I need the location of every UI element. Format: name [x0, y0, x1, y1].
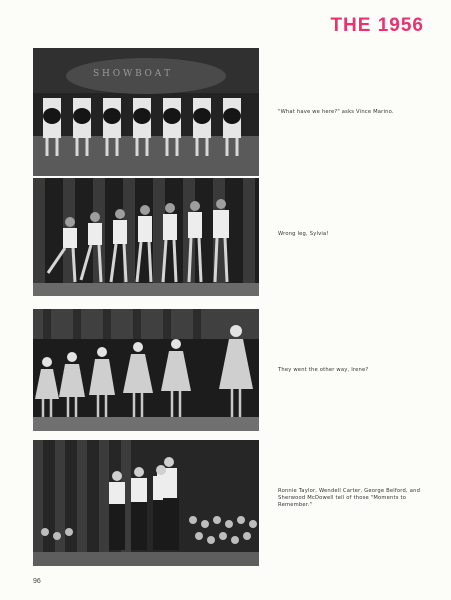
photo-dancers-stage: [33, 309, 259, 431]
photo-quartet-singers: [33, 440, 259, 566]
photo-chorus-line-stage: [33, 48, 259, 176]
photo-caption-2: Wrong leg, Sylvia!: [278, 231, 329, 237]
photo-kickline: [33, 178, 259, 296]
page-number: 96: [33, 578, 41, 585]
photo-caption-3: They went the other way, Irene?: [278, 367, 369, 373]
svg-text:S H O W B O A T: S H O W B O A T: [93, 69, 171, 79]
photo-caption-4: Ronnie Taylor, Wendell Carter, George Belford, and Sherwood McDowell tell of those "Moments to Remember.": [278, 488, 421, 508]
photo-caption-1: "What have we here?" asks Vince Marino.: [278, 109, 394, 115]
page-title: THE 1956: [330, 15, 424, 36]
